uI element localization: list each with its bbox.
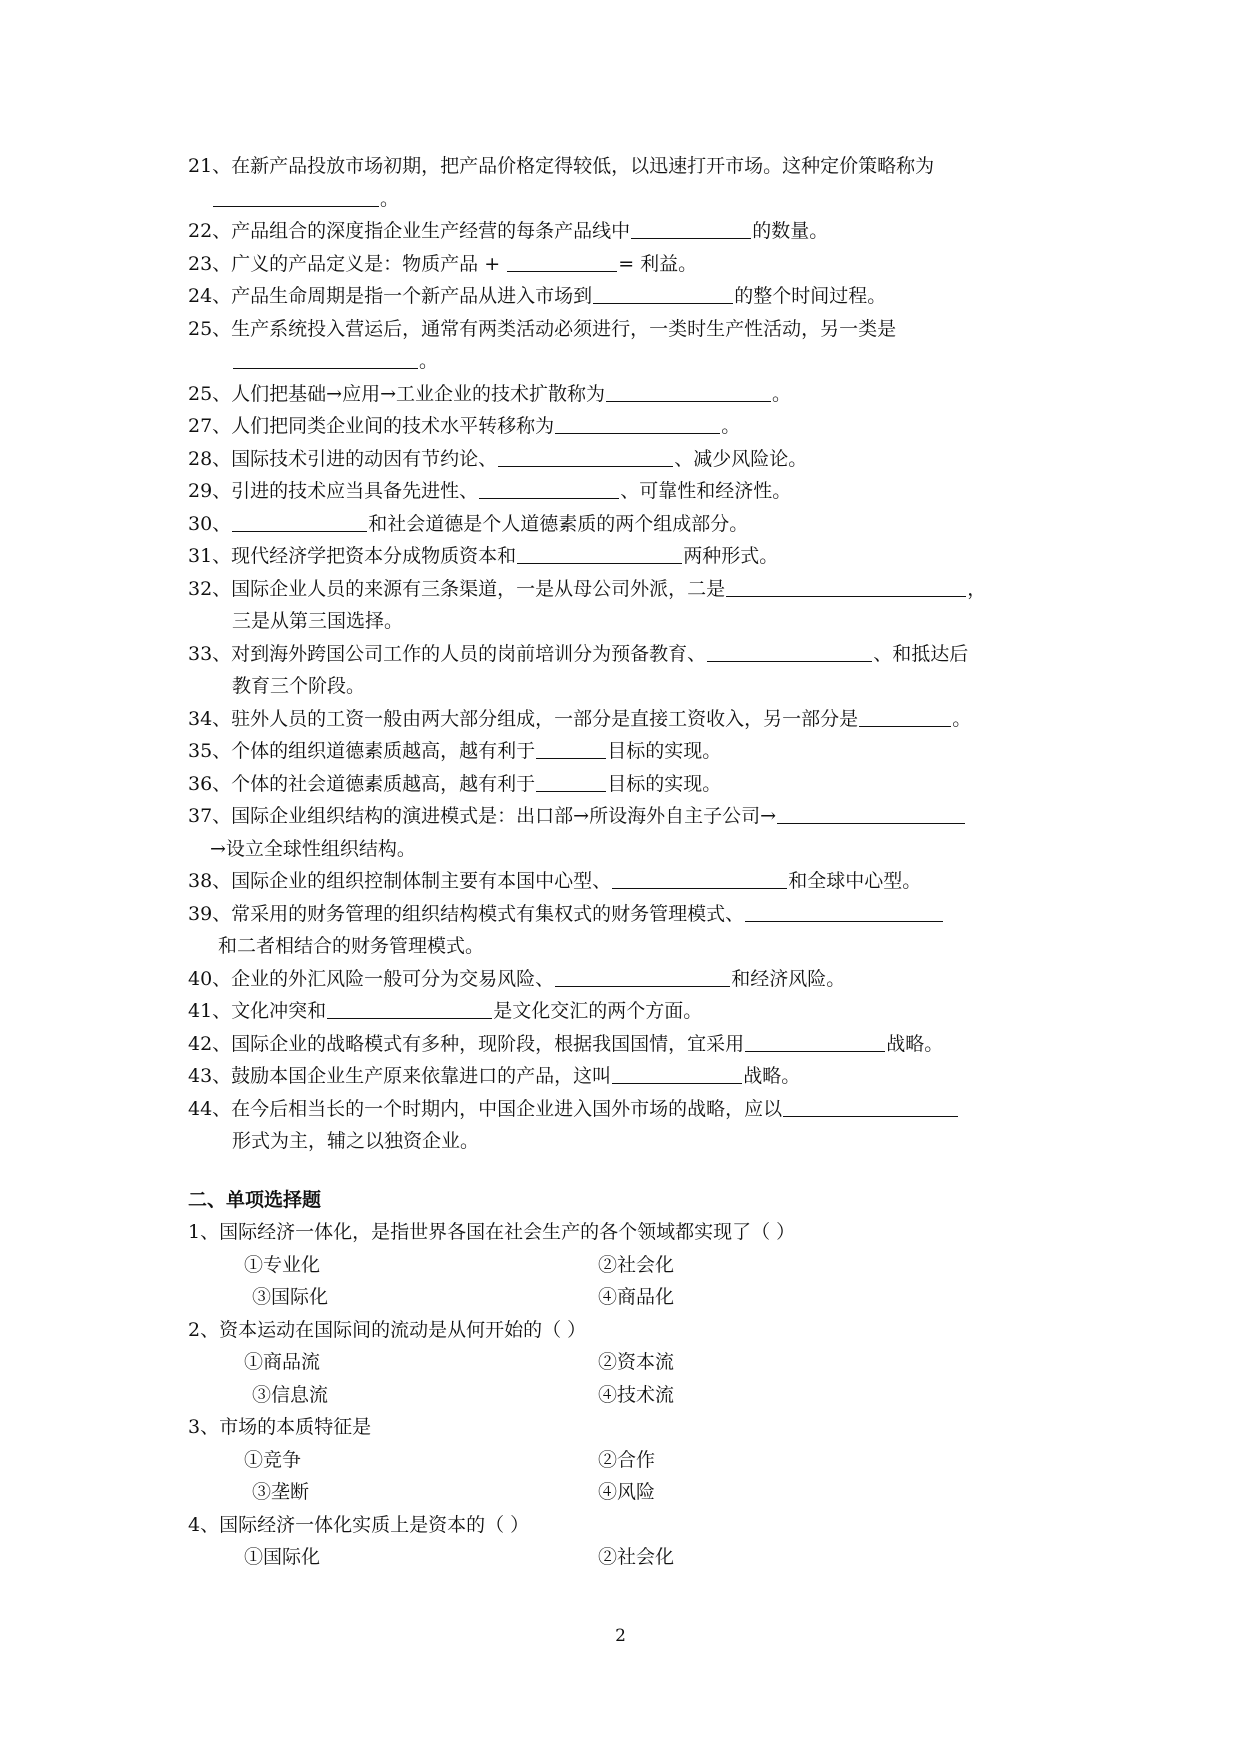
fill-question-q42 xyxy=(188,1028,1068,1061)
question-text: 24、产品生命周期是指一个新产品从进入市场到 xyxy=(188,285,593,307)
answer-blank xyxy=(233,346,418,369)
mc-option: ①竞争 xyxy=(244,1448,302,1471)
question-text: 43、鼓励本国企业生产原来依靠进口的产品，这叫 xyxy=(188,1065,612,1087)
mc-option-row xyxy=(188,1541,1068,1574)
fill-question-q36 xyxy=(188,768,1068,801)
question-text: 的数量。 xyxy=(752,220,829,242)
mc-option: ③国际化 xyxy=(252,1286,329,1308)
mc-option: ①专业化 xyxy=(244,1253,321,1276)
question-text: 、减少风险论。 xyxy=(674,447,808,470)
question-text: 33、对到海外跨国公司工作的人员的岗前培训分为预备教育、 xyxy=(188,642,707,665)
question-text: 25、人们把基础→应用→工业企业的技术扩散称为 xyxy=(188,382,606,405)
answer-blank xyxy=(612,1061,742,1084)
question-continuation xyxy=(188,1125,1068,1158)
mc-option-row xyxy=(188,1281,1068,1314)
question-text: 。 xyxy=(772,382,792,405)
question-text: 41、文化冲突和 xyxy=(188,1000,327,1022)
question-continuation xyxy=(188,930,1068,963)
answer-blank xyxy=(517,541,682,564)
question-text: 、和抵达后 xyxy=(873,642,969,665)
question-continuation xyxy=(188,605,1068,638)
fill-question-q25a xyxy=(188,313,1068,346)
question-text: 37、国际企业组织结构的演进模式是：出口部→所设海外自主子公司→ xyxy=(188,805,777,827)
mc-option-row xyxy=(188,1249,1068,1282)
answer-blank xyxy=(507,249,617,272)
question-text: 和二者相结合的财务管理模式。 xyxy=(218,935,485,957)
answer-blank xyxy=(606,379,771,402)
mc-option: ④风险 xyxy=(598,1481,656,1503)
question-text: 三是从第三国选择。 xyxy=(232,610,404,632)
fill-question-q24 xyxy=(188,280,1068,313)
mc-option: ②资本流 xyxy=(598,1351,675,1373)
mc-option: ②社会化 xyxy=(598,1546,675,1568)
fill-question-q31 xyxy=(188,540,1068,573)
question-text: 35、个体的组织道德素质越高，越有利于 xyxy=(188,740,536,762)
mc-question-stem: 2、资本运动在国际间的流动是从何开始的（ ） xyxy=(188,1318,587,1341)
mc-option: ②合作 xyxy=(598,1448,656,1471)
question-text: 31、现代经济学把资本分成物质资本和 xyxy=(188,545,517,567)
question-text: 29、引进的技术应当具备先进性、 xyxy=(188,480,479,502)
mc-option-row xyxy=(188,1379,1068,1412)
mc-question-stem: 1、国际经济一体化，是指世界各国在社会生产的各个领域都实现了（ ） xyxy=(188,1221,796,1243)
question-text: 22、产品组合的深度指企业生产经营的每条产品线中 xyxy=(188,220,631,242)
question-text: 和社会道德是个人道德素质的两个组成部分。 xyxy=(368,512,749,535)
fill-question-q21 xyxy=(188,150,1068,183)
question-text: 目标的实现。 xyxy=(607,772,722,795)
mc-option: ①商品流 xyxy=(244,1351,321,1373)
fill-question-q41 xyxy=(188,995,1068,1028)
fill-question-q28 xyxy=(188,443,1068,476)
page-content xyxy=(188,150,1068,1574)
mc-option: ④商品化 xyxy=(598,1286,675,1308)
answer-blank xyxy=(726,574,966,597)
section-gap xyxy=(188,1158,1068,1184)
question-continuation xyxy=(188,670,1068,703)
answer-blank xyxy=(555,411,720,434)
question-continuation xyxy=(188,183,1068,216)
answer-blank xyxy=(536,769,606,792)
question-continuation xyxy=(188,833,1068,866)
question-text: 目标的实现。 xyxy=(607,740,722,762)
mc-option: ③垄断 xyxy=(252,1481,310,1503)
question-text: 战略。 xyxy=(886,1032,944,1055)
question-text: 44、在今后相当长的一个时期内，中国企业进入国外市场的战略，应以 xyxy=(188,1097,783,1120)
mc-option-row xyxy=(188,1346,1068,1379)
answer-blank xyxy=(327,996,492,1019)
question-text: 38、国际企业的组织控制体制主要有本国中心型、 xyxy=(188,870,612,892)
mc-option: ④技术流 xyxy=(598,1383,675,1406)
mc-question-stem: 3、市场的本质特征是 xyxy=(188,1416,372,1438)
fill-question-q22 xyxy=(188,215,1068,248)
fill-question-q37 xyxy=(188,800,1068,833)
question-text: 30、 xyxy=(188,512,232,535)
question-text: 25、生产系统投入营运后，通常有两类活动必须进行，一类时生产性活动，另一类是 xyxy=(188,317,897,340)
answer-blank xyxy=(707,639,872,662)
fill-question-q30 xyxy=(188,508,1068,541)
fill-question-q29 xyxy=(188,475,1068,508)
question-text: ， xyxy=(967,577,987,600)
mc-option: ③信息流 xyxy=(252,1383,329,1406)
question-text: 形式为主，辅之以独资企业。 xyxy=(232,1130,480,1152)
question-text: 和经济风险。 xyxy=(731,967,846,990)
section-title: 二、单项选择题 xyxy=(188,1188,322,1211)
fill-question-q23 xyxy=(188,248,1068,281)
question-text: 23、广义的产品定义是：物质产品 + xyxy=(188,252,507,275)
fill-question-q39 xyxy=(188,898,1068,931)
fill-question-q27 xyxy=(188,410,1068,443)
answer-blank xyxy=(745,899,943,922)
fill-question-q35 xyxy=(188,735,1068,768)
question-text: 教育三个阶段。 xyxy=(232,675,366,697)
answer-blank xyxy=(777,801,965,824)
question-text: 42、国际企业的战略模式有多种，现阶段，根据我国国情，宜采用 xyxy=(188,1032,745,1055)
question-text: 。 xyxy=(952,707,972,730)
question-text: 和全球中心型。 xyxy=(788,870,922,892)
question-text: 21、在新产品投放市场初期，把产品价格定得较低，以迅速打开市场。这种定价策略称为 xyxy=(188,155,935,177)
mc-option: ①国际化 xyxy=(244,1546,321,1568)
answer-blank xyxy=(631,216,751,239)
question-text: 32、国际企业人员的来源有三条渠道，一是从母公司外派，二是 xyxy=(188,577,726,600)
question-text: →设立全球性组织结构。 xyxy=(210,837,416,860)
question-text: 的整个时间过程。 xyxy=(734,285,887,307)
question-text: 39、常采用的财务管理的组织结构模式有集权式的财务管理模式、 xyxy=(188,902,745,925)
page-number: 2 xyxy=(615,1626,626,1646)
question-text: 。 xyxy=(380,187,400,210)
question-text: 40、企业的外汇风险一般可分为交易风险、 xyxy=(188,967,555,990)
fill-question-q25b xyxy=(188,378,1068,411)
answer-blank xyxy=(745,1029,885,1052)
fill-question-q32 xyxy=(188,573,1068,606)
question-text: = 利益。 xyxy=(618,252,698,275)
fill-question-q43 xyxy=(188,1060,1068,1093)
fill-question-q33 xyxy=(188,638,1068,671)
question-text: 是文化交汇的两个方面。 xyxy=(493,1000,703,1022)
mc-option: ②社会化 xyxy=(598,1253,675,1276)
answer-blank xyxy=(555,964,730,987)
question-text: 28、国际技术引进的动因有节约论、 xyxy=(188,447,498,470)
question-text: 36、个体的社会道德素质越高，越有利于 xyxy=(188,772,536,795)
fill-question-q38 xyxy=(188,865,1068,898)
question-text: 战略。 xyxy=(743,1065,801,1087)
answer-blank xyxy=(612,866,787,889)
mc-option-row xyxy=(188,1476,1068,1509)
question-text: 。 xyxy=(419,350,439,372)
answer-blank xyxy=(498,444,673,467)
fill-question-q40 xyxy=(188,963,1068,996)
mc-question-stem: 4、国际经济一体化实质上是资本的（ ） xyxy=(188,1513,530,1536)
question-text: 、可靠性和经济性。 xyxy=(620,480,792,502)
question-continuation xyxy=(188,345,1068,378)
answer-blank xyxy=(536,736,606,759)
fill-question-q44 xyxy=(188,1093,1068,1126)
answer-blank xyxy=(593,281,733,304)
question-text: 27、人们把同类企业间的技术水平转移称为 xyxy=(188,415,555,437)
answer-blank xyxy=(783,1094,958,1117)
answer-blank xyxy=(479,476,619,499)
question-text: 34、驻外人员的工资一般由两大部分组成，一部分是直接工资收入，另一部分是 xyxy=(188,707,859,730)
question-text: 。 xyxy=(721,415,741,437)
answer-blank xyxy=(859,704,951,727)
fill-question-q34 xyxy=(188,703,1068,736)
mc-option-row xyxy=(188,1444,1068,1477)
answer-blank xyxy=(232,509,367,532)
question-text: 两种形式。 xyxy=(683,545,779,567)
answer-blank xyxy=(213,184,379,207)
